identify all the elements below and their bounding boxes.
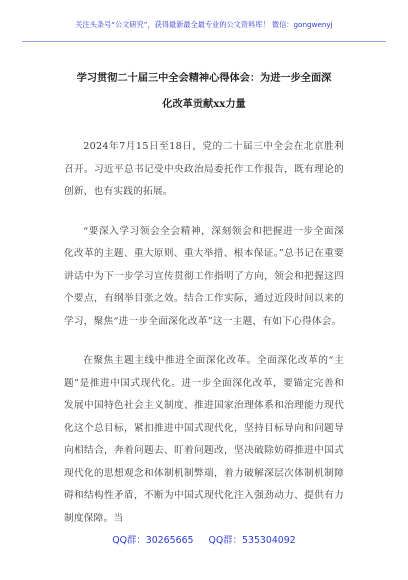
paragraph: 在聚焦主题主线中推进全面深化改革。全面深化改革的“主题”是推进中国式现代化。进一步全面深化改革，要锚定完善和发展中国特色社会主义制度、推进国家治理体系和治理能力现代化这个总目标，紧扣推进中国式现代化，坚持目标导向和问题导向相结合，奔着问题去、盯着问题改，坚决破除妨碍推进中国式现代化的思想观念和体制机制弊端，着力破解深层次体制机制障碍和结构性矛盾，不断为中国式现代化注入强劲动力、提供有力制度保障。当: [64, 355, 344, 524]
header-divider: [22, 41, 386, 42]
paragraph: “要深入学习领会全会精神，深刻领会和把握进一步全面深化改革的主题、重大原则、重大举措、根本保证。”总书记在重要讲话中为下一步学习宣传贯彻工作指明了方向，领会和把握这四个要点，有纲举目张之效。结合工作实际，通过近段时间以来的学习，聚焦“进一步全面深化改革”这一主题，有如下心得体会。: [64, 225, 344, 327]
paragraph: 2024年7月15日至18日，党的二十届三中全会在北京胜利召开。习近平总书记受中央政治局委托作工作报告，既有理论的创新，也有实践的拓展。: [64, 141, 344, 197]
footer-qq-group-2: QQ群：535304092: [208, 535, 296, 546]
top-banner: 关注头条号“公文研究”，获得最新最全最专业的公文资料库！ 微信：gongwenyj: [75, 20, 333, 29]
document-body: [64, 136, 344, 547]
footer: [0, 532, 408, 546]
title-line-2: 化改革贡献xx力量: [162, 98, 246, 110]
footer-qq-group-1: QQ群：30265665: [112, 535, 194, 546]
title-line-1: 学习贯彻二十届三中全会精神心得体会：为进一步全面深: [76, 72, 332, 84]
document-title: [30, 65, 378, 117]
